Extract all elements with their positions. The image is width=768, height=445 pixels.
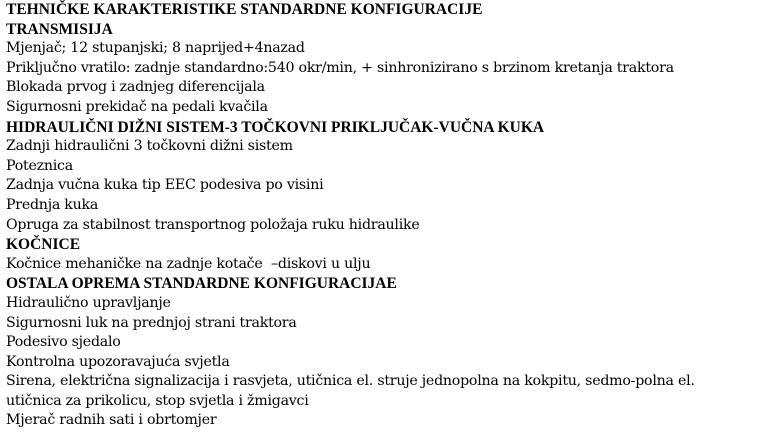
list-item: Zadnji hidraulični 3 točkovni dižni sistem: [6, 138, 293, 155]
list-item: Prednja kuka: [6, 196, 99, 213]
list-item: utičnica za prikolicu, stop svjetla i žmigavci: [6, 392, 309, 409]
list-item: Hidraulično upravljanje: [6, 294, 171, 311]
list-item: Podesivo sjedalo: [6, 334, 121, 351]
list-item: Mjenjač; 12 stupanjski; 8 naprijed+4nazad: [6, 40, 305, 57]
section-transmisija: [6, 20, 762, 118]
section-heading: OSTALA OPREMA STANDARDNE KONFIGURACIJAE: [6, 275, 397, 293]
list-item: Sigurnosni luk na prednjoj strani traktora: [6, 314, 297, 331]
document-title: TEHNIČKE KARAKTERISTIKE STANDARDNE KONFIGURACIJE: [6, 1, 483, 18]
section-heading: TRANSMISIJA: [6, 20, 113, 38]
list-item: Kontrolna upozoravajuća svjetla: [6, 353, 230, 370]
list-item: Blokada prvog i zadnjeg diferencijala: [6, 79, 265, 96]
section-hidraulicni-sistem: [6, 118, 762, 236]
list-item: Priključno vratilo: zadnje standardno:540 okr/min, + sinhronizirano s brzinom kretanja traktora: [6, 59, 674, 76]
list-item: Poteznica: [6, 157, 73, 174]
section-ostala-oprema: [6, 274, 762, 431]
list-item: Sigurnosni prekidač na pedali kvačila: [6, 98, 268, 115]
list-item: Sirena, električna signalizacija i rasvjeta, utičnica el. struje jednopolna na kokpitu, sedmo-polna el.: [6, 373, 695, 390]
section-heading: HIDRAULIČNI DIŽNI SISTEM-3 TOČKOVNI PRIKLJUČAK-VUČNA KUKA: [6, 118, 545, 136]
list-item: Opruga za stabilnost transportnog položaja ruku hidraulike: [6, 216, 420, 233]
list-item: Zadnja vučna kuka tip EEC podesiva po visini: [6, 177, 324, 194]
section-kocnice: [6, 235, 762, 274]
list-item: Kočnice mehaničke na zadnje kotače –diskovi u ulju: [6, 255, 371, 272]
document: [6, 0, 762, 431]
section-heading: KOČNICE: [6, 236, 81, 254]
list-item: Mjerač radnih sati i obrtomjer: [6, 412, 217, 429]
